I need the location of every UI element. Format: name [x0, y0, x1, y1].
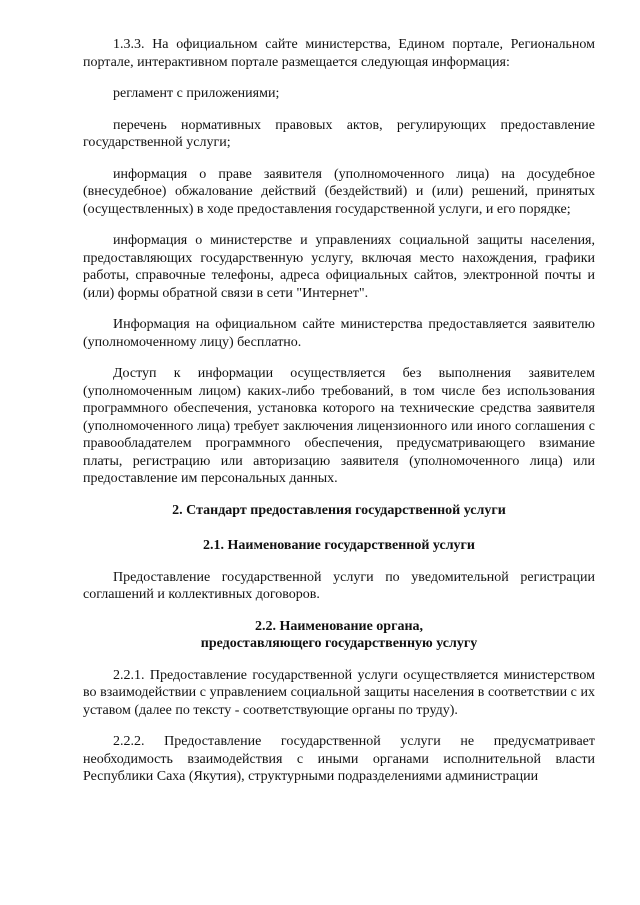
paragraph-legal-acts: перечень нормативных правовых актов, регулирующих предоставление государственной услуги;: [83, 117, 595, 150]
paragraph-free-info: Информация на официальном сайте министерства предоставляется заявителю (уполномоченному лицу) бесплатно.: [83, 317, 595, 350]
heading-section-2: 2. Стандарт предоставления государственной услуги: [172, 502, 506, 518]
paragraph-appeal-rights: информация о праве заявителя (уполномоченного лица) на досудебное (внесудебное) обжалование действий (бездействий) и (или) решений, принятых (осуществленных) в ходе предоставления государственной услуги, и его порядке;: [83, 166, 595, 217]
heading-section-2-2: [83, 618, 595, 653]
heading-section-2-1: 2.1. Наименование государственной услуги: [203, 538, 475, 553]
paragraph-1-3-3: 1.3.3. На официальном сайте министерства, Едином портале, Региональном портале, интерактивном портале размещается следующая информация:: [83, 37, 595, 70]
paragraph-regulation: регламент с приложениями;: [113, 86, 280, 101]
heading-section-2-2-line1: 2.2. Наименование органа,: [254, 618, 424, 634]
paragraph-2-2-1: 2.2.1. Предоставление государственной услуги осуществляется министерством во взаимодействии с управлением социальной защиты населения в соответствии с их уставом (далее по тексту - соответствующие органы по труду).: [83, 667, 595, 718]
paragraph-ministry-info: информация о министерстве и управлениях социальной защиты населения, предоставляющих государственную услугу, включая место нахождения, графики работы, справочные телефоны, адреса официальных сайтов, электронной почты и (или) формы обратной связи в сети "Интернет".: [83, 233, 595, 301]
paragraph-2-2-2: 2.2.2. Предоставление государственной услуги не предусматривает необходимость взаимодействия с иными органами исполнительной власти Республики Саха (Якутия), структурными подразделениями администрации: [83, 734, 595, 784]
heading-section-2-2-line2: предоставляющего государственную услугу: [200, 636, 478, 651]
paragraph-access: Доступ к информации осуществляется без выполнения заявителем (уполномоченным лицом) каких-либо требований, в том числе без использования программного обеспечения, установка которого на технические средства заявителя (уполномоченного лица) требует заключения лицензионного или иного соглашения с правообладателем программного обеспечения, предусматривающего взимание платы, регистрацию или авторизацию заявителя (уполномоченного лица) или предоставление им персональных данных.: [83, 366, 595, 486]
paragraph-2-1: Предоставление государственной услуги по уведомительной регистрации соглашений и коллективных договоров.: [83, 569, 595, 602]
document-page: [83, 36, 595, 800]
